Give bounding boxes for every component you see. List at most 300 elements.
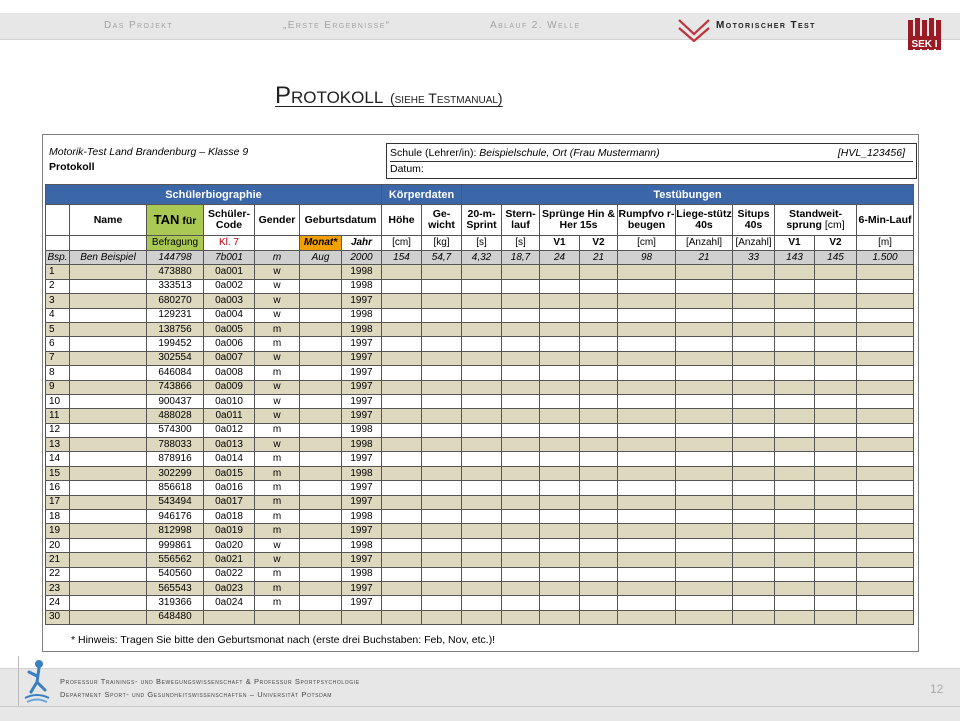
cell-nr: 3 [46, 294, 70, 308]
cell-measure [580, 481, 618, 495]
cell-code: 0a010 [204, 394, 255, 408]
unit-kl: Kl. 7 [204, 236, 255, 251]
cell-measure [580, 452, 618, 466]
cell-measure [815, 466, 857, 480]
cell-measure [462, 495, 502, 509]
cell-measure [382, 495, 422, 509]
cell-name [70, 265, 147, 279]
cell-measure [733, 380, 775, 394]
cell-nr: 1 [46, 265, 70, 279]
cell-measure [540, 567, 580, 581]
cell-measure [618, 438, 676, 452]
cell-measure [462, 322, 502, 336]
cell-tan: 302299 [147, 466, 204, 480]
cell-tan: 743866 [147, 380, 204, 394]
cell-name [70, 337, 147, 351]
cell-name [70, 596, 147, 610]
cell-measure [502, 466, 540, 480]
cell-gender: w [255, 380, 300, 394]
cell-jahr: 1997 [342, 337, 382, 351]
cell-measure [580, 366, 618, 380]
cell-measure [422, 438, 462, 452]
cell-measure [815, 538, 857, 552]
header-sternlauf: Stern-lauf [502, 205, 540, 236]
cell-measure [462, 553, 502, 567]
cell-measure [676, 510, 733, 524]
cell-measure [676, 308, 733, 322]
cell-measure [775, 510, 815, 524]
cell-measure [775, 553, 815, 567]
school-label: Schule (Lehrer/in): [390, 147, 477, 159]
cell-name [70, 308, 147, 322]
example-monat: Aug [300, 251, 342, 265]
cell-measure [618, 524, 676, 538]
cell-gender: m [255, 567, 300, 581]
cell-jahr: 1998 [342, 438, 382, 452]
cell-measure [382, 596, 422, 610]
cell-monat [300, 380, 342, 394]
cell-jahr: 1997 [342, 452, 382, 466]
cell-measure [775, 279, 815, 293]
cell-code: 0a024 [204, 596, 255, 610]
cell-measure [422, 610, 462, 624]
cell-jahr: 1998 [342, 466, 382, 480]
cell-code: 0a001 [204, 265, 255, 279]
cell-measure [422, 581, 462, 595]
cell-gender: w [255, 409, 300, 423]
cell-nr: 19 [46, 524, 70, 538]
example-value: 21 [676, 251, 733, 265]
sheet-heading [49, 145, 248, 175]
cell-nr: 24 [46, 596, 70, 610]
page-title-sub: (siehe Testmanual) [389, 90, 503, 106]
cell-jahr: 1997 [342, 524, 382, 538]
cell-measure [618, 567, 676, 581]
cell-measure [775, 538, 815, 552]
cell-measure [422, 322, 462, 336]
table-row [46, 495, 914, 509]
cell-measure [618, 294, 676, 308]
cell-measure [580, 380, 618, 394]
example-value: 33 [733, 251, 775, 265]
cell-measure [540, 495, 580, 509]
date-label: Datum: [390, 163, 424, 175]
cell-measure [733, 553, 775, 567]
cell-measure [857, 423, 914, 437]
cell-measure [815, 380, 857, 394]
unit-cell: [cm] [618, 236, 676, 251]
cell-monat [300, 423, 342, 437]
cell-measure [462, 394, 502, 408]
cell-measure [580, 308, 618, 322]
cell-tan: 856618 [147, 481, 204, 495]
cell-measure [676, 337, 733, 351]
cell-measure [733, 438, 775, 452]
cell-measure [540, 322, 580, 336]
cell-measure [580, 351, 618, 365]
cell-measure [857, 581, 914, 595]
cell-measure [676, 581, 733, 595]
unit-jahr: Jahr [342, 236, 382, 251]
cell-code: 0a020 [204, 538, 255, 552]
cell-measure [502, 265, 540, 279]
cell-measure [676, 294, 733, 308]
cell-measure [618, 423, 676, 437]
cell-monat [300, 351, 342, 365]
cell-measure [422, 294, 462, 308]
cell-measure [857, 466, 914, 480]
nav-item-erste-ergebnisse[interactable]: „Erste Ergebnisse“ [283, 20, 391, 31]
unit-cell: [kg] [422, 236, 462, 251]
cell-measure [580, 322, 618, 336]
cell-monat [300, 495, 342, 509]
nav-item-das-projekt[interactable]: Das Projekt [104, 20, 174, 31]
header-name: Name [70, 205, 147, 236]
cell-nr: 9 [46, 380, 70, 394]
cell-measure [580, 553, 618, 567]
cell-measure [857, 337, 914, 351]
cell-nr: 8 [46, 366, 70, 380]
cell-monat [300, 596, 342, 610]
nav-item-motorischer-test[interactable]: Motorischer Test [716, 20, 816, 31]
cell-measure [857, 538, 914, 552]
cell-measure [733, 409, 775, 423]
cell-measure [618, 322, 676, 336]
cell-name [70, 524, 147, 538]
nav-item-ablauf-2-welle[interactable]: Ablauf 2. Welle [490, 20, 581, 31]
table-row [46, 466, 914, 480]
cell-measure [857, 610, 914, 624]
cell-measure [676, 380, 733, 394]
cell-measure [775, 567, 815, 581]
cell-measure [676, 567, 733, 581]
cell-measure [815, 394, 857, 408]
cell-measure [540, 423, 580, 437]
cell-measure [422, 366, 462, 380]
cell-measure [857, 394, 914, 408]
date-row [390, 163, 913, 177]
cell-measure [815, 423, 857, 437]
cell-code: 0a011 [204, 409, 255, 423]
example-jahr: 2000 [342, 251, 382, 265]
cell-measure [775, 610, 815, 624]
cell-measure [502, 452, 540, 466]
cell-nr: 6 [46, 337, 70, 351]
cell-measure [618, 380, 676, 394]
cell-gender: w [255, 265, 300, 279]
cell-gender: m [255, 581, 300, 595]
cell-measure [580, 409, 618, 423]
top-navigation [0, 0, 960, 50]
unit-cell: V2 [580, 236, 618, 251]
cell-jahr: 1998 [342, 510, 382, 524]
cell-code: 0a016 [204, 481, 255, 495]
cell-measure [815, 452, 857, 466]
cell-measure [618, 495, 676, 509]
cell-measure [382, 466, 422, 480]
cell-measure [733, 322, 775, 336]
table-row [46, 308, 914, 322]
cell-measure [733, 466, 775, 480]
unit-cell: V1 [775, 236, 815, 251]
table-row [46, 265, 914, 279]
table-row [46, 596, 914, 610]
cell-name [70, 279, 147, 293]
cell-measure [618, 351, 676, 365]
cell-jahr: 1997 [342, 409, 382, 423]
cell-tan: 565543 [147, 581, 204, 595]
cell-measure [540, 380, 580, 394]
cell-gender: m [255, 337, 300, 351]
cell-measure [676, 481, 733, 495]
cell-tan: 488028 [147, 409, 204, 423]
cell-measure [733, 596, 775, 610]
cell-measure [857, 308, 914, 322]
cell-measure [422, 409, 462, 423]
unit-cell: V1 [540, 236, 580, 251]
cell-tan: 543494 [147, 495, 204, 509]
cell-monat [300, 394, 342, 408]
cell-monat [300, 409, 342, 423]
cell-jahr: 1997 [342, 366, 382, 380]
cell-measure [502, 524, 540, 538]
cell-measure [857, 366, 914, 380]
cell-jahr: 1997 [342, 351, 382, 365]
cell-measure [540, 581, 580, 595]
cell-measure [422, 510, 462, 524]
cell-measure [618, 394, 676, 408]
cell-measure [382, 581, 422, 595]
cell-measure [502, 596, 540, 610]
table-band-row [46, 185, 914, 205]
cell-measure [733, 581, 775, 595]
example-value: 4,32 [462, 251, 502, 265]
cell-gender [255, 610, 300, 624]
cell-measure [540, 366, 580, 380]
cell-name [70, 322, 147, 336]
cell-monat [300, 581, 342, 595]
example-name: Ben Beispiel [70, 251, 147, 265]
cell-measure [580, 610, 618, 624]
cell-jahr: 1998 [342, 567, 382, 581]
cell-measure [857, 567, 914, 581]
cell-measure [382, 438, 422, 452]
cell-tan: 473880 [147, 265, 204, 279]
cell-code: 0a017 [204, 495, 255, 509]
cell-measure [422, 553, 462, 567]
cell-tan: 129231 [147, 308, 204, 322]
cell-monat [300, 308, 342, 322]
cell-jahr: 1998 [342, 308, 382, 322]
cell-measure [676, 596, 733, 610]
table-row [46, 279, 914, 293]
table-row [46, 452, 914, 466]
unit-name [70, 236, 147, 251]
cell-measure [733, 524, 775, 538]
cell-tan: 946176 [147, 510, 204, 524]
cell-measure [580, 337, 618, 351]
cell-gender: w [255, 308, 300, 322]
cell-measure [815, 337, 857, 351]
table-row [46, 581, 914, 595]
cell-measure [733, 423, 775, 437]
cell-measure [462, 294, 502, 308]
cell-jahr: 1998 [342, 538, 382, 552]
cell-gender: m [255, 524, 300, 538]
cell-measure [676, 524, 733, 538]
cell-measure [462, 409, 502, 423]
cell-measure [382, 610, 422, 624]
cell-tan: 812998 [147, 524, 204, 538]
cell-measure [676, 610, 733, 624]
cell-measure [857, 510, 914, 524]
cell-measure [775, 495, 815, 509]
cell-monat [300, 567, 342, 581]
cell-tan: 302554 [147, 351, 204, 365]
cell-measure [540, 308, 580, 322]
unit-cell: [Anzahl] [733, 236, 775, 251]
table-row [46, 409, 914, 423]
cell-gender: m [255, 596, 300, 610]
cell-measure [382, 265, 422, 279]
cell-measure [857, 438, 914, 452]
header-tan [147, 205, 204, 236]
cell-measure [857, 322, 914, 336]
cell-nr: 18 [46, 510, 70, 524]
cell-measure [857, 596, 914, 610]
cell-measure [502, 394, 540, 408]
cell-measure [815, 596, 857, 610]
table-row [46, 380, 914, 394]
table-header-row [46, 205, 914, 236]
cell-measure [462, 279, 502, 293]
cell-name [70, 351, 147, 365]
cell-code: 0a003 [204, 294, 255, 308]
cell-measure [382, 423, 422, 437]
cell-name [70, 495, 147, 509]
cell-measure [580, 423, 618, 437]
cell-jahr: 1997 [342, 553, 382, 567]
cell-code: 0a009 [204, 380, 255, 394]
cell-measure [733, 308, 775, 322]
cell-name [70, 294, 147, 308]
cell-measure [462, 380, 502, 394]
cell-measure [502, 294, 540, 308]
cell-measure [733, 294, 775, 308]
header-rumpfvorbeugen: Rumpfvo r-beugen [618, 205, 676, 236]
cell-measure [857, 351, 914, 365]
header-liegestuetz: Liege-stütz 40s [676, 205, 733, 236]
cell-measure [540, 279, 580, 293]
cell-measure [580, 510, 618, 524]
cell-jahr [342, 610, 382, 624]
cell-measure [502, 366, 540, 380]
cell-gender: m [255, 322, 300, 336]
cell-measure [857, 265, 914, 279]
footer-line2: Department Sport- und Gesundheitswissenschaften – Universität Potsdam [60, 690, 332, 699]
cell-code: 0a014 [204, 452, 255, 466]
cell-monat [300, 279, 342, 293]
cell-jahr: 1998 [342, 279, 382, 293]
cell-nr: 23 [46, 581, 70, 595]
cell-monat [300, 294, 342, 308]
header-tan-big: TAN [153, 211, 180, 227]
cell-tan: 540560 [147, 567, 204, 581]
cell-jahr: 1997 [342, 380, 382, 394]
table-row [46, 438, 914, 452]
cell-measure [462, 337, 502, 351]
unit-monat: Monat* [300, 236, 342, 251]
cell-measure [618, 596, 676, 610]
table-row [46, 322, 914, 336]
cell-gender: m [255, 510, 300, 524]
cell-measure [775, 294, 815, 308]
cell-measure [815, 308, 857, 322]
cell-monat [300, 337, 342, 351]
cell-measure [502, 337, 540, 351]
cell-measure [540, 553, 580, 567]
cell-name [70, 510, 147, 524]
cell-jahr: 1997 [342, 596, 382, 610]
cell-nr: 5 [46, 322, 70, 336]
cell-tan: 999861 [147, 538, 204, 552]
cell-measure [540, 596, 580, 610]
cell-nr: 13 [46, 438, 70, 452]
cell-name [70, 438, 147, 452]
cell-measure [733, 495, 775, 509]
active-chevron-icon [678, 14, 710, 42]
table-row [46, 610, 914, 624]
cell-measure [502, 322, 540, 336]
cell-measure [775, 409, 815, 423]
header-gewicht: Ge-wicht [422, 205, 462, 236]
header-code: Schüler-Code [204, 205, 255, 236]
header-tan-small: für [182, 214, 197, 227]
cell-measure [618, 510, 676, 524]
cell-monat [300, 553, 342, 567]
cell-tan: 648480 [147, 610, 204, 624]
cell-measure [462, 351, 502, 365]
school-value: Beispielschule, Ort (Frau Mustermann) [479, 147, 660, 159]
example-nr: Bsp. [46, 251, 70, 265]
cell-measure [382, 394, 422, 408]
cell-measure [618, 337, 676, 351]
cell-measure [580, 567, 618, 581]
header-situps: Situps 40s [733, 205, 775, 236]
header-spruenge: Sprünge Hin & Her 15s [540, 205, 618, 236]
cell-measure [502, 380, 540, 394]
cell-name [70, 366, 147, 380]
cell-monat [300, 466, 342, 480]
cell-measure [857, 524, 914, 538]
cell-measure [815, 524, 857, 538]
school-info-box [386, 143, 917, 179]
hint-note: * Hinweis: Tragen Sie bitte den Geburtsmonat nach (erste drei Buchstaben: Feb, Nov, etc.)! [71, 634, 496, 646]
footer-line1: Professur Trainings- und Bewegungswissenschaft & Professur Sportpsychologie [60, 677, 360, 686]
cell-measure [540, 481, 580, 495]
cell-measure [775, 322, 815, 336]
cell-measure [775, 452, 815, 466]
cell-measure [540, 610, 580, 624]
cell-jahr: 1997 [342, 581, 382, 595]
cell-name [70, 409, 147, 423]
header-geburtsdatum: Geburtsdatum [300, 205, 382, 236]
cell-nr: 21 [46, 553, 70, 567]
unit-nr [46, 236, 70, 251]
cell-measure [422, 567, 462, 581]
cell-monat [300, 524, 342, 538]
cell-measure [815, 351, 857, 365]
